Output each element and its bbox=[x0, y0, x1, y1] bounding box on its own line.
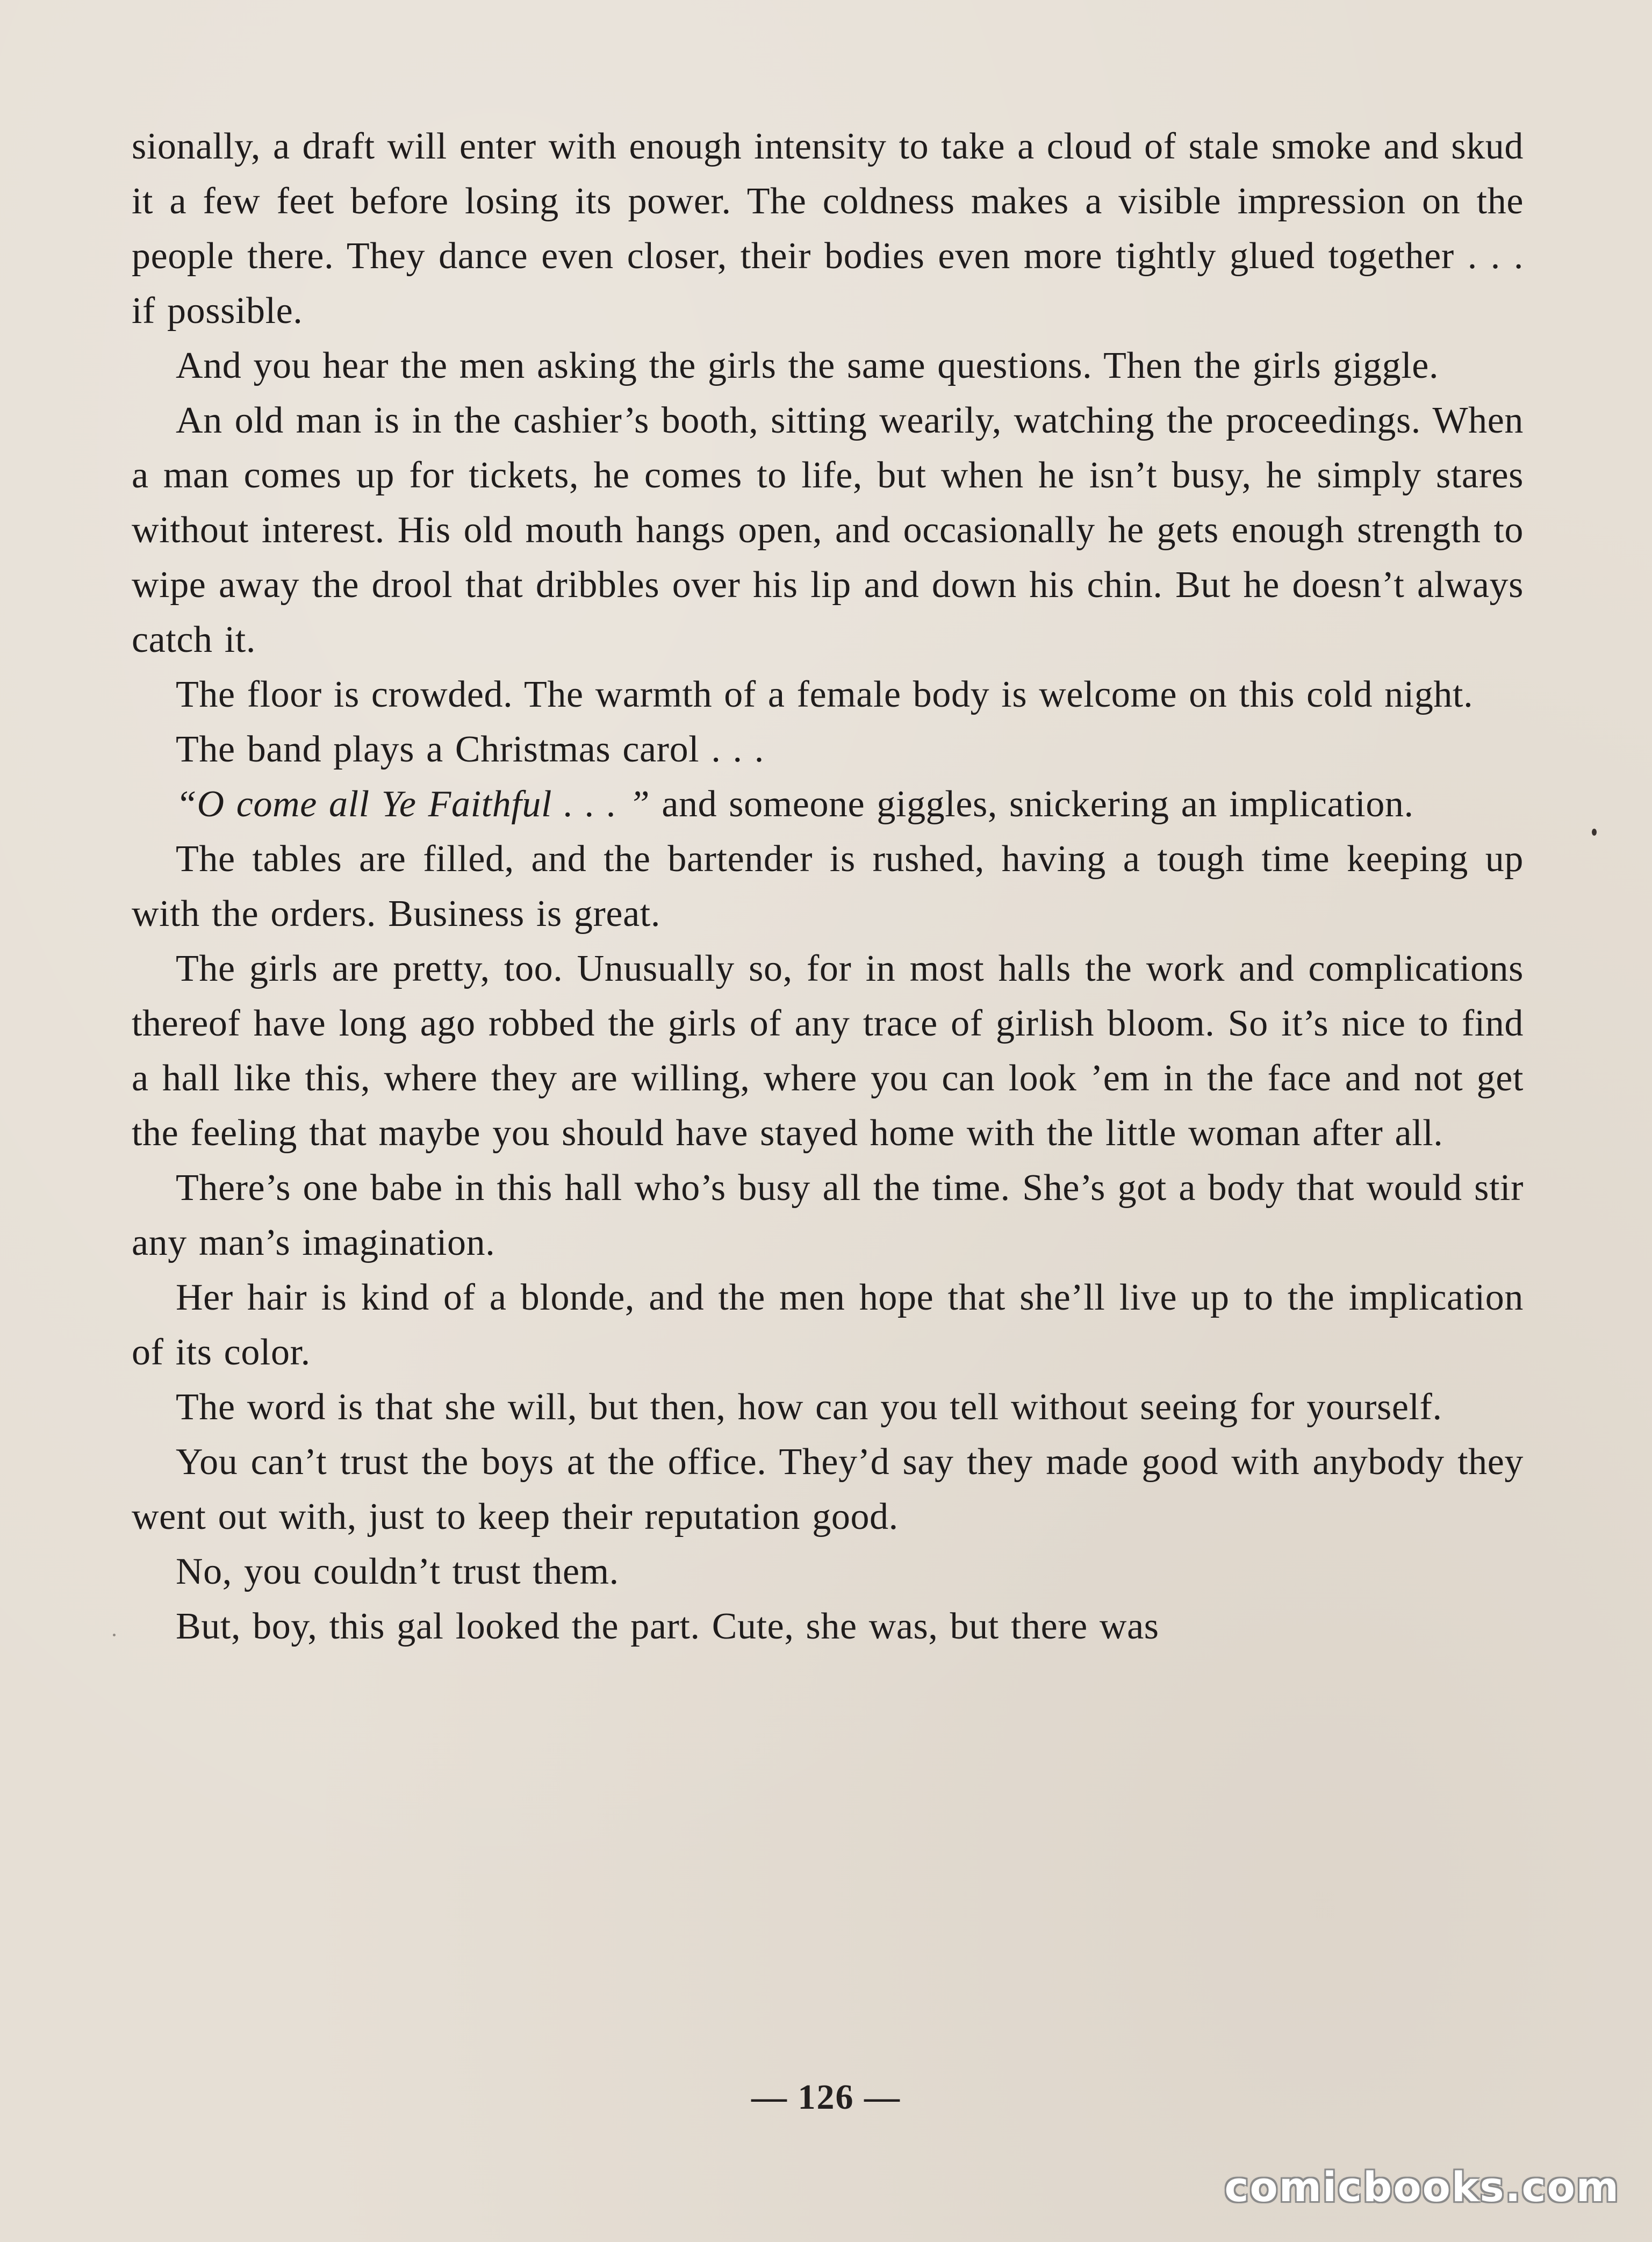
ink-speck bbox=[1592, 829, 1597, 836]
paragraph-2: And you hear the men asking the girls the same questions. Then the girls giggle. bbox=[176, 345, 1439, 386]
page-number: — 126 — bbox=[751, 2078, 901, 2117]
paragraph-6-rest: and someone giggles, snickering an implication. bbox=[650, 784, 1414, 825]
paragraph-9: There’s one babe in this hall who’s busy all the time. She’s got a body that would stir any man’s imagination. bbox=[132, 1167, 1524, 1263]
paragraph-13: No, you couldn’t trust them. bbox=[176, 1551, 619, 1592]
paragraph-7: The tables are filled, and the bartender is rushed, having a tough time keeping up with the orders. Business is great. bbox=[132, 838, 1524, 935]
paragraph-1: sionally, a draft will enter with enough intensity to take a cloud of stale smoke and skud it a few feet before losing its power. The coldness makes a visible impression on the people there. They dance even closer, their bodies even more tightly glued together . . . if possible. bbox=[132, 126, 1524, 332]
paragraph-3: An old man is in the cashier’s booth, sitting wearily, watching the proceedings. When a man comes up for tickets, he comes to life, but when he isn’t busy, he simply stares without interest. His old mouth hangs open, and occasionally he gets enough strength to wipe away the drool that dribbles over his lip and down his chin. But he doesn’t always catch it. bbox=[132, 400, 1524, 660]
ink-speck bbox=[113, 1634, 116, 1636]
paragraph-6 bbox=[132, 777, 1524, 832]
paragraph-10: Her hair is kind of a blonde, and the men hope that she’ll live up to the implication of its color. bbox=[132, 1277, 1524, 1373]
paragraph-8: The girls are pretty, too. Unusually so, for in most halls the work and complications thereof have long ago robbed the girls of any trace of girlish bloom. So it’s nice to find a hall like this, where they are willing, where you can look ’em in the face and not get the feeling that maybe you should have stayed home with the little woman after all. bbox=[132, 948, 1524, 1154]
paragraph-4: The floor is crowded. The warmth of a female body is welcome on this cold night. bbox=[176, 674, 1474, 715]
carol-title: “O come all Ye Faithful . . . ” bbox=[176, 784, 650, 825]
paragraph-14: But, boy, this gal looked the part. Cute, she was, but there was bbox=[176, 1606, 1159, 1647]
paragraph-12: You can’t trust the boys at the office. They’d say they made good with anybody they went out with, just to keep their reputation good. bbox=[132, 1441, 1524, 1537]
body-text bbox=[132, 119, 1524, 1654]
paragraph-5: The band plays a Christmas carol . . . bbox=[176, 729, 764, 770]
watermark-logo: comicbooks.com bbox=[1224, 2163, 1620, 2211]
paragraph-11: The word is that she will, but then, how can you tell without seeing for yourself. bbox=[176, 1386, 1442, 1428]
